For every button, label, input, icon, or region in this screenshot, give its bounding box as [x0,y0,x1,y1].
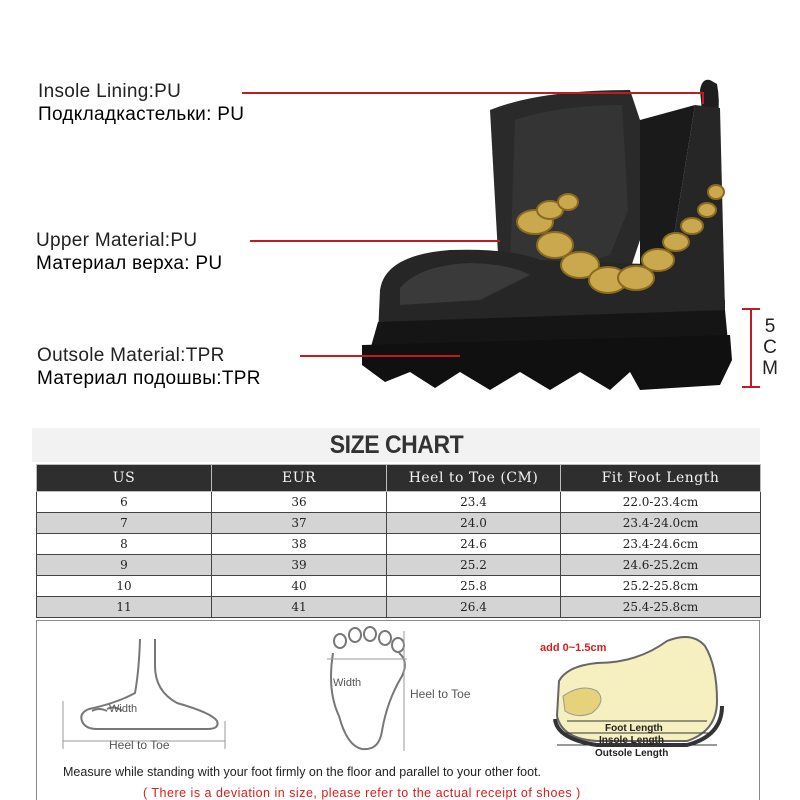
insole-label-en: Insole Lining:PU [38,81,182,102]
size-table [36,464,761,618]
upper-spec [36,229,222,275]
outsole-label-en: Outsole Material:TPR [37,345,225,366]
cell-us: 10 [37,576,212,597]
top-heel-to-toe-label: Heel to Toe [410,687,471,701]
outsole-length-label: Outsole Length [595,748,669,759]
boot-image [340,60,740,400]
insole-length-label: Insole Length [599,735,664,746]
insole-leader-line [242,92,704,94]
size-table-header-row [37,465,761,492]
header-eur: EUR [212,465,387,492]
cell-us: 11 [37,597,212,618]
cell-us: 9 [37,555,212,576]
cell-us: 6 [37,492,212,513]
table-row [37,492,761,513]
cell-heel-to-toe: 26.4 [387,597,561,618]
cell-eur: 39 [212,555,387,576]
measure-illustrations [37,621,759,766]
size-chart-title: SIZE CHART [329,431,463,459]
measure-instruction-text: Measure while standing with your foot firmly on the floor and parallel to your other foot. [63,765,542,779]
cell-fit-length: 23.4-24.0cm [561,513,761,534]
cell-fit-length: 25.4-25.8cm [561,597,761,618]
cell-us: 7 [37,513,212,534]
insole-label-ru: Подкладкастельки: PU [38,104,245,125]
cell-us: 8 [37,534,212,555]
header-heel-to-toe: Heel to Toe (CM) [387,465,561,492]
cell-fit-length: 25.2-25.8cm [561,576,761,597]
cell-heel-to-toe: 24.0 [387,513,561,534]
outsole-label-ru: Материал подошвы:TPR [37,368,261,389]
size-chart-header [32,428,760,462]
heel-height-label: 5 C M [762,316,778,379]
top-width-label: Width [333,677,362,689]
size-deviation-note: ( There is a deviation in size, please refer to the actual receipt of shoes ) [143,786,581,800]
side-width-label: Width [109,703,138,715]
outsole-spec [37,344,261,390]
cell-eur: 38 [212,534,387,555]
cell-heel-to-toe: 25.8 [387,576,561,597]
cell-heel-to-toe: 23.4 [387,492,561,513]
table-row [37,555,761,576]
cell-fit-length: 22.0-23.4cm [561,492,761,513]
measure-guide-panel [36,620,760,800]
cell-fit-length: 23.4-24.6cm [561,534,761,555]
header-fit-foot-length: Fit Foot Length [561,465,761,492]
header-us: US [37,465,212,492]
upper-leader-line [250,240,500,242]
cell-heel-to-toe: 25.2 [387,555,561,576]
add-allowance-label: add 0~1.5cm [540,642,607,654]
cell-eur: 36 [212,492,387,513]
cell-eur: 37 [212,513,387,534]
cell-eur: 40 [212,576,387,597]
cell-heel-to-toe: 24.6 [387,534,561,555]
insole-spec [38,80,244,126]
insole-leader-drop [702,92,704,104]
upper-label-ru: Материал верха: PU [36,253,223,274]
cell-eur: 41 [212,597,387,618]
table-row [37,534,761,555]
table-row [37,576,761,597]
upper-label-en: Upper Material:PU [36,230,198,251]
cell-fit-length: 24.6-25.2cm [561,555,761,576]
table-row [37,597,761,618]
foot-length-label: Foot Length [605,723,663,734]
side-foot-illustration [81,639,217,729]
side-heel-to-toe-label: Heel to Toe [109,738,170,752]
outsole-leader-line [300,355,460,357]
table-row [37,513,761,534]
